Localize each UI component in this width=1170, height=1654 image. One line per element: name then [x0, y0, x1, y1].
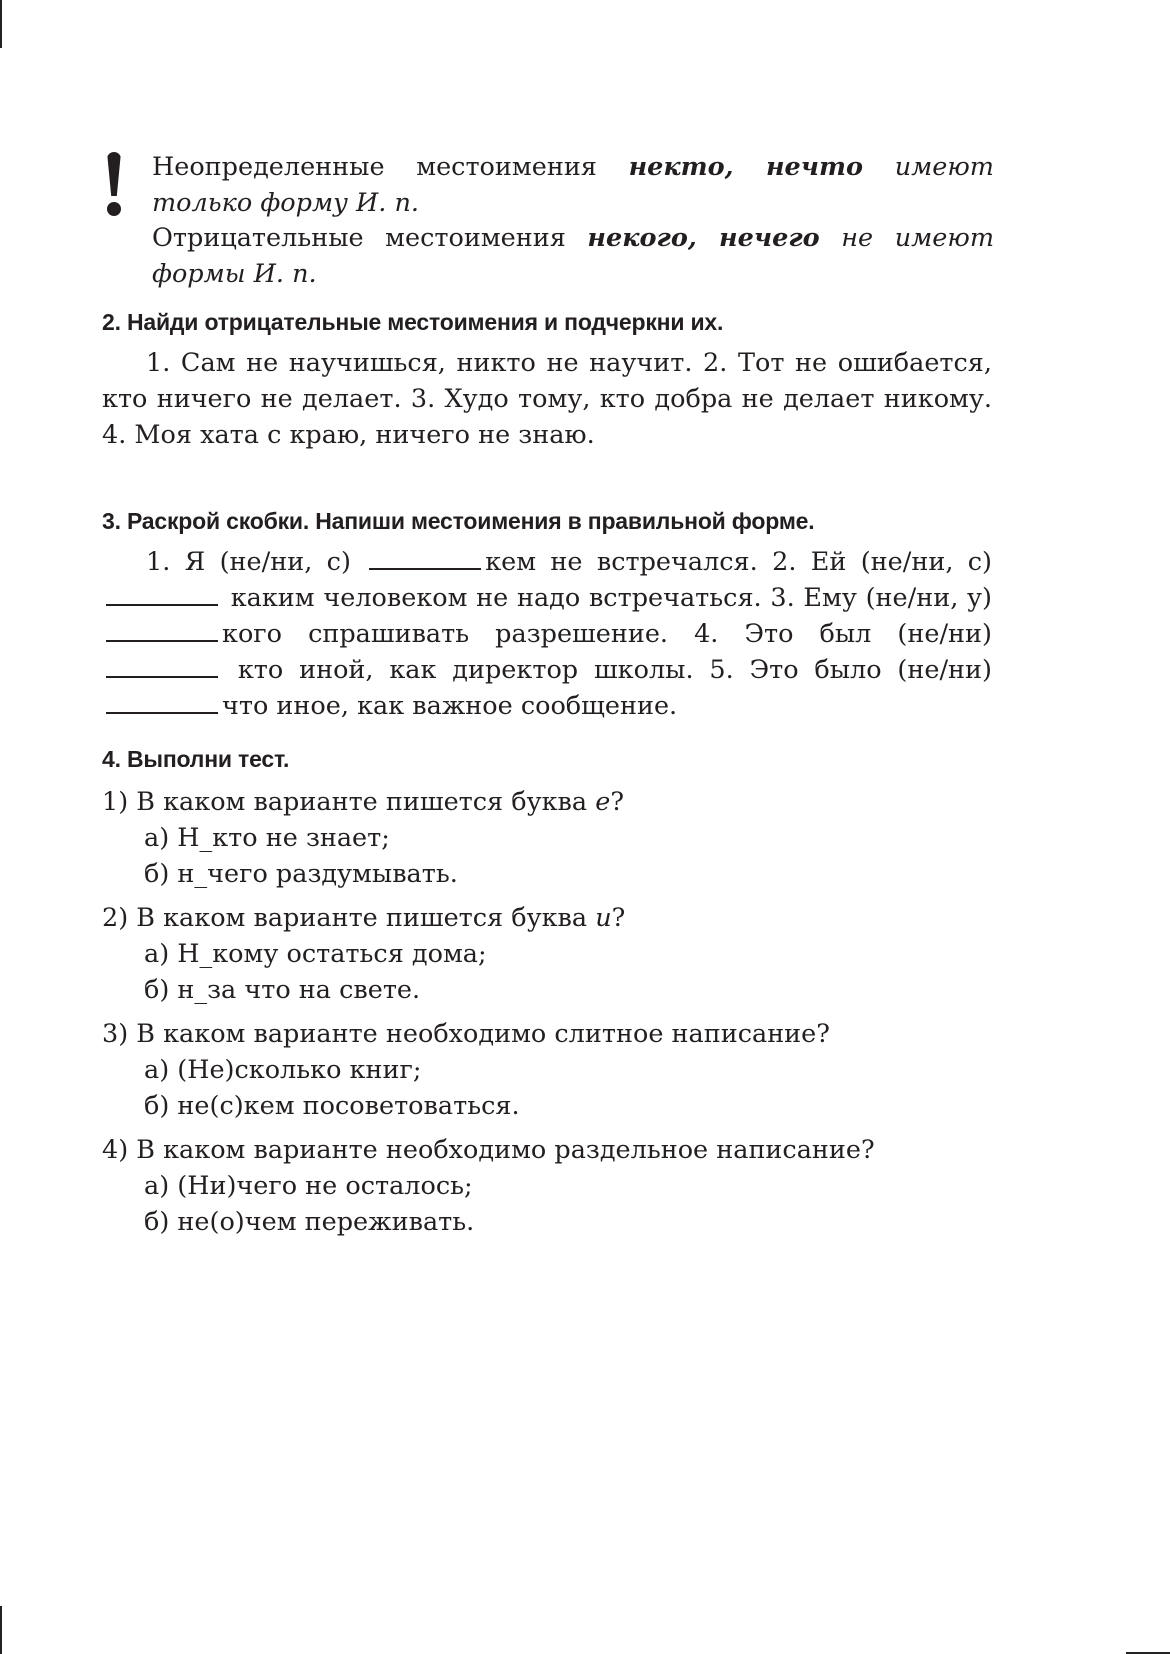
question-prompt: 1) В каком варианте пишется буква: [102, 787, 596, 817]
rule-term: некто, нечто: [628, 152, 864, 182]
exclamation-bar: [107, 152, 121, 196]
rule-text-plain: Отрицательные местоимения: [152, 223, 588, 253]
rule-text-italic: не имеют формы И. п.: [152, 223, 994, 289]
fill-blank-5[interactable]: [106, 690, 218, 714]
fill-blank-3[interactable]: [106, 618, 218, 642]
rule-text-italic: имеют только форму И. п.: [152, 152, 994, 218]
question-text: [102, 900, 992, 936]
exercise-3-segment: что иное, как важное сообщение.: [222, 691, 678, 721]
exercise-3-title: 3. Раскрой скобки. Напиши местоимения в правильной форме.: [102, 508, 815, 534]
answer-option-a[interactable]: а) Н_кто не знает;: [144, 823, 390, 853]
rule-text: [152, 150, 994, 292]
question-letter: е: [595, 787, 611, 817]
exercise-4-title: 4. Выполни тест.: [102, 746, 290, 772]
question-prompt: 4) В каком варианте необходимо раздельное написание?: [102, 1135, 875, 1165]
answer-option-a[interactable]: а) Н_кому остаться дома;: [144, 939, 487, 969]
page-edge-mark: [0, 1606, 2, 1654]
exercise-3-paragraph: [102, 544, 992, 724]
rule-line-indefinite: [152, 150, 994, 221]
rule-line-negative: [152, 221, 994, 292]
exercise-2-paragraph: 1. Сам не научишься, никто не научит. 2. Тот не ошибается, кто ничего не делает. 3. Худо тому, кто добра не делает никому. 4. Моя хата с краю, ничего не знаю.: [102, 348, 992, 450]
exercise-3-segment: кем не встречался. 2. Ей (не/ни, с): [485, 547, 992, 577]
exercise-2-text: [102, 345, 992, 453]
exercise-3-text: [102, 544, 992, 724]
exercise-4-test: [102, 784, 992, 1248]
test-question-4: [102, 1132, 992, 1240]
question-prompt: 2) В каком варианте пишется буква: [102, 903, 596, 933]
exercise-3-segment: 1. Я (не/ни, с): [146, 547, 351, 577]
exercise-3-segment: кто иной, как директор школы. 5. Это было (не/ни): [237, 655, 992, 685]
question-text: [102, 1016, 992, 1052]
answer-option-a[interactable]: а) (Ни)чего не осталось;: [144, 1171, 473, 1201]
answer-option-b[interactable]: б) не(с)кем посоветоваться.: [144, 1091, 520, 1121]
question-prompt: 3) В каком варианте необходимо слитное написание?: [102, 1019, 830, 1049]
exercise-2-title: 2. Найди отрицательные местоимения и подчеркни их.: [102, 309, 724, 335]
exclamation-dot: [107, 202, 121, 216]
fill-blank-4[interactable]: [106, 654, 218, 678]
exercise-3-segment: кого спрашивать разрешение. 4. Это был (не/ни): [222, 619, 992, 649]
fill-blank-2[interactable]: [106, 582, 218, 606]
page-edge-mark: [0, 0, 2, 48]
answer-option-a[interactable]: а) (Не)сколько книг;: [144, 1055, 422, 1085]
fill-blank-1[interactable]: [369, 546, 481, 570]
answer-option-b[interactable]: б) н_за что на свете.: [144, 975, 421, 1005]
exercise-3-segment: каким человеком не надо встречаться. 3. Ему (не/ни, у): [230, 583, 993, 613]
question-mark: ?: [611, 903, 626, 933]
rule-text-plain: Неопределенные местоимения: [152, 152, 629, 182]
rule-term: некого, нечего: [587, 223, 820, 253]
question-text: [102, 784, 992, 820]
test-question-2: [102, 900, 992, 1008]
answer-option-b[interactable]: б) н_чего раздумывать.: [144, 859, 458, 889]
question-mark: ?: [610, 787, 624, 817]
answer-option-b[interactable]: б) не(о)чем переживать.: [144, 1207, 475, 1237]
test-question-1: [102, 784, 992, 892]
test-question-3: [102, 1016, 992, 1124]
exclamation-icon: [104, 152, 124, 218]
question-letter: и: [595, 903, 612, 933]
question-text: [102, 1132, 992, 1168]
